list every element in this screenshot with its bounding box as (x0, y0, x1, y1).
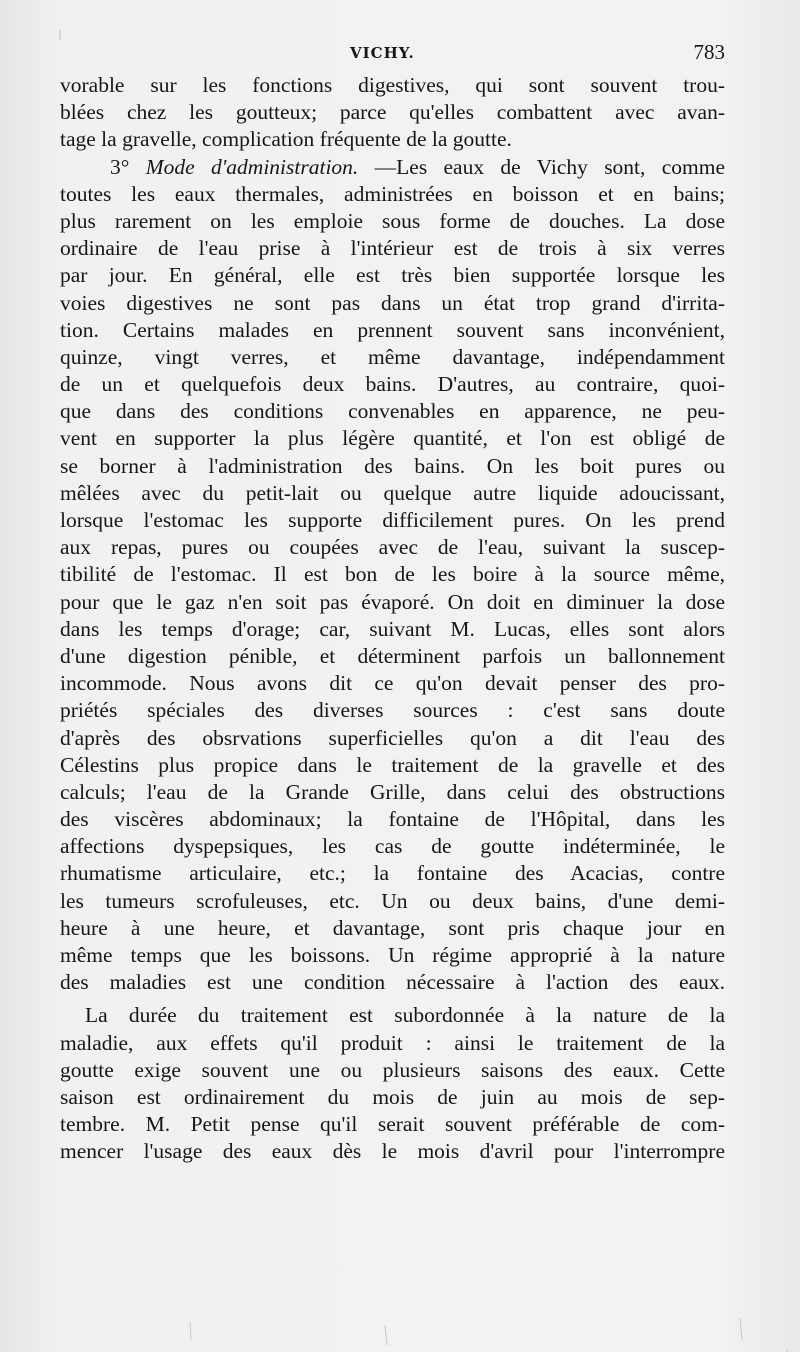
text-line: tion. Certains malades en prennent souvent sans inconvénient, (60, 317, 725, 342)
text-line: mencer l'usage des eaux dès le mois d'avril pour l'interrompre (60, 1139, 725, 1164)
running-head: VICHY. (350, 44, 415, 62)
text-line: blées chez les goutteux; parce qu'elles combattent avec avan- (60, 100, 725, 125)
text-line: même temps que les boissons. Un régime approprié à la nature (60, 943, 725, 967)
paragraph-mode-administration (60, 154, 725, 997)
text-line: pour que le gaz n'en soit pas évaporé. On doit en diminuer la dose (60, 589, 725, 614)
text-line: heure à une heure, et davantage, sont pris chaque jour en (60, 915, 725, 940)
text-line: affections dyspepsiques, les cas de goutte indéterminée, le (60, 834, 725, 859)
text-line: aux repas, pures ou coupées avec de l'eau, suivant la suscep- (60, 535, 725, 560)
text-line: tibilité de l'estomac. Il est bon de les boire à la source même, (60, 562, 725, 587)
text-line: saison est ordinairement du mois de juin au mois de sep- (60, 1084, 725, 1109)
text-line: mêlées avec du petit-lait ou quelque autre liquide adoucissant, (60, 480, 725, 505)
text-line: incommode. Nous avons dit ce qu'on devait penser des pro- (60, 671, 725, 696)
section-number: 3° (110, 154, 130, 179)
text-line: de un et quelquefois deux bains. D'autres, au contraire, quoi- (60, 372, 725, 397)
text-line: des maladies est une condition nécessaire à l'action des eaux. (60, 970, 725, 995)
text-span: —Les eaux de Vichy sont, comme (374, 154, 726, 179)
text-line: les tumeurs scrofuleuses, etc. Un ou deux bains, d'une demi- (60, 888, 725, 913)
text-line: d'après des obsrvations superficielles qu'on a dit l'eau des (60, 725, 725, 750)
text-line: maladie, aux effets qu'il produit : ainsi le traitement de la (60, 1030, 725, 1055)
text-line: vent en supporter la plus légère quantité, et l'on est obligé de (60, 426, 725, 451)
section-heading: Mode d'administration. (145, 154, 359, 179)
body-text (60, 72, 725, 1166)
text-line: se borner à l'administration des bains. On les boit pures ou (60, 453, 725, 478)
text-line: par jour. En général, elle est très bien supportée lorsque les (60, 263, 725, 288)
text-line: tembre. M. Petit pense qu'il serait souvent préférable de com- (60, 1112, 725, 1137)
text-line (60, 154, 725, 181)
text-line: priétés spéciales des diverses sources : c'est sans doute (60, 698, 725, 723)
text-line: plus rarement on les emploie sous forme de douches. La dose (60, 208, 725, 233)
page-number: 783 (693, 40, 725, 64)
text-line: calculs; l'eau de la Grande Grille, dans celui des obstructions (60, 779, 725, 804)
text-line: lorsque l'estomac les supporte difficilement pures. On les prend (60, 508, 725, 532)
text-line: des viscères abdominaux; la fontaine de l'Hôpital, dans les (60, 807, 725, 832)
paragraph-continuation (60, 72, 725, 154)
text-line: d'une digestion pénible, et déterminent parfois un ballonnement (60, 643, 725, 668)
paragraph-duree-traitement (60, 1002, 725, 1165)
text-line: tage la gravelle, complication fréquente de la goutte. (60, 127, 512, 152)
text-line: dans les temps d'orage; car, suivant M. Lucas, elles sont alors (60, 616, 725, 641)
text-line: ordinaire de l'eau prise à l'intérieur est de trois à six verres (60, 236, 725, 261)
text-line: toutes les eaux thermales, administrées en boisson et en bains; (60, 181, 725, 206)
text-line: voies digestives ne sont pas dans un état trop grand d'irrita- (60, 290, 725, 315)
text-line: goutte exige souvent une ou plusieurs saisons des eaux. Cette (60, 1057, 725, 1082)
text-line: rhumatisme articulaire, etc.; la fontaine des Acacias, contre (60, 861, 725, 886)
text-line: La durée du traitement est subordonnée à la nature de la (85, 1003, 725, 1028)
text-line: que dans des conditions convenables en apparence, ne peu- (60, 399, 725, 424)
text-line: Célestins plus propice dans le traitement de la gravelle et des (60, 752, 725, 777)
text-line: quinze, vingt verres, et même davantage, indépendamment (60, 344, 725, 369)
page-header (60, 38, 725, 68)
text-line: vorable sur les fonctions digestives, qui sont souvent trou- (60, 73, 725, 97)
